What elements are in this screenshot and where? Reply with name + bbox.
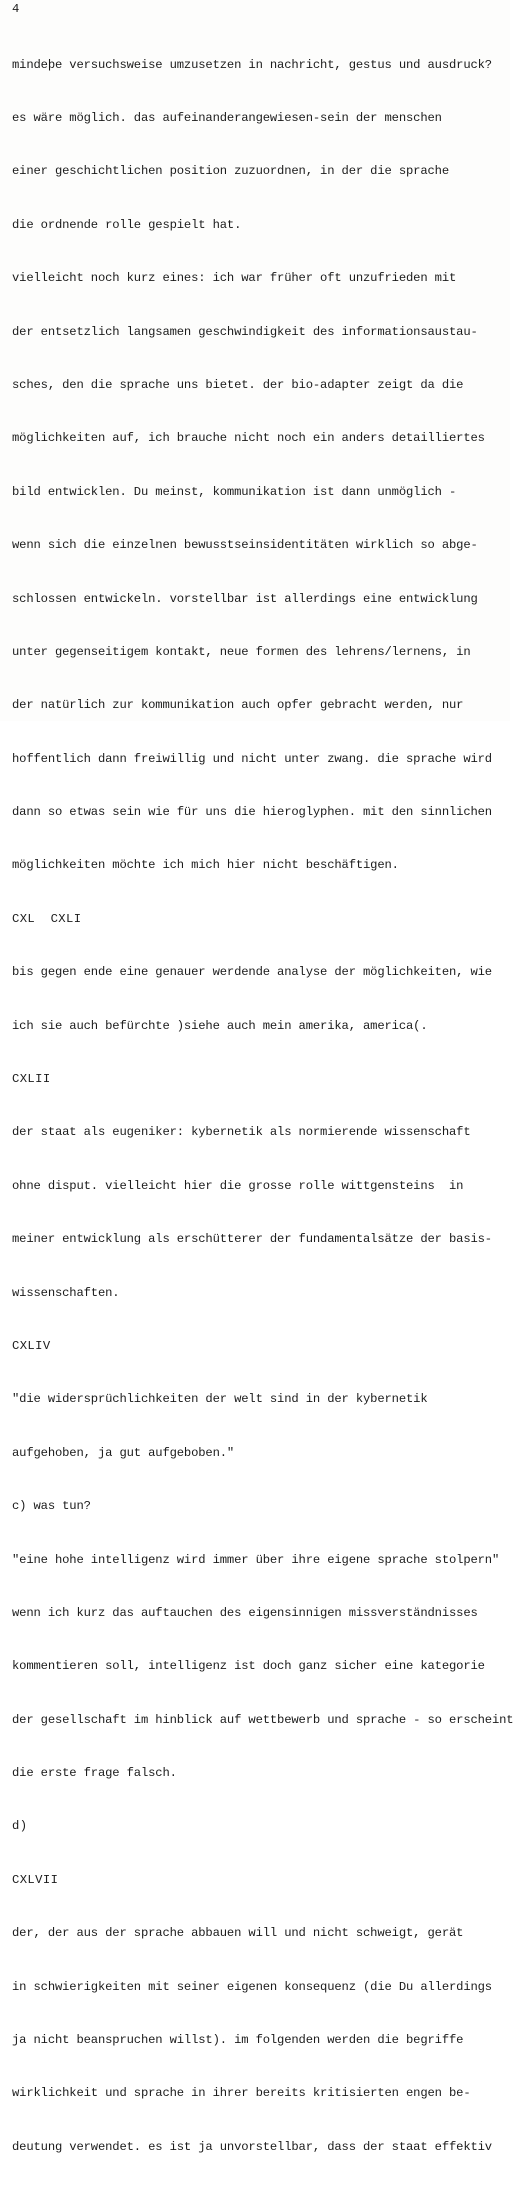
section-heading-cxl-cxli: CXL CXLI [12,911,82,926]
text-line-19: ich sie auch befürchte )siehe auch mein amerika, america(. [12,1018,428,1033]
text-line-4: die ordnende rolle gespielt hat. [12,217,242,232]
text-line-33: die erste frage falsch. [12,1766,177,1781]
text-line-2: es wäre möglich. das aufeinanderangewiesen-sein der menschen [12,110,442,125]
text-line-9: bild entwicklen. Du meinst, kommunikation ist dann unmöglich - [12,484,457,499]
text-line-29: "eine hohe intelligenz wird immer über ihre eigene sprache stolpern" [12,1552,500,1567]
text-line-37: in schwierigkeiten mit seiner eigenen konsequenz (die Du allerdings [12,1979,492,1994]
text-line-18: bis gegen ende eine genauer werdende analyse der möglichkeiten, wie [12,965,492,980]
text-line-7: sches, den die sprache uns bietet. der bio-adapter zeigt da die [12,377,464,392]
text-line-5: vielleicht noch kurz eines: ich war früher oft unzufrieden mit [12,271,457,286]
text-line-31: kommentieren soll, intelligenz ist doch ganz sicher eine kategorie [12,1659,485,1674]
text-line-11: schlossen entwickeln. vorstellbar ist allerdings eine entwicklung [12,591,478,606]
text-line-3: einer geschichtlichen position zuzuordnen, in der die sprache [12,164,449,179]
text-line-13: der natürlich zur kommunikation auch opfer gebracht werden, nur [12,698,464,713]
section-heading-cxliv: CXLIV [12,1338,51,1353]
text-line-12: unter gegenseitigem kontakt, neue formen des lehrens/lernens, in [12,644,471,659]
text-line-32: der gesellschaft im hinblick auf wettbewerb und sprache - so erscheint [12,1712,513,1727]
text-line-40: deutung verwendet. es ist ja unvorstellbar, dass der staat effektiv [12,2139,492,2154]
text-line-6: der entsetzlich langsamen geschwindigkeit des informationsaustau- [12,324,478,339]
section-heading-cxlii: CXLII [12,1072,51,1087]
text-line-39: wirklichkeit und sprache in ihrer bereits kritisierten engen be- [12,2086,471,2101]
text-line-23: meiner entwicklung als erschütterer der fundamentalsätze der basis- [12,1232,492,1247]
text-line-16: möglichkeiten möchte ich mich hier nicht beschäftigen. [12,858,399,873]
page-body-text [12,21,513,2192]
text-line-15: dann so etwas sein wie für uns die hieroglyphen. mit den sinnlichen [12,805,492,820]
page-number: 4 [12,2,20,16]
text-line-30: wenn ich kurz das auftauchen des eigensinnigen missverständnisses [12,1605,478,1620]
text-line-36: der, der aus der sprache abbauen will und nicht schweigt, gerät [12,1926,464,1941]
text-line-21: der staat als eugeniker: kybernetik als normierende wissenschaft [12,1125,471,1140]
text-line-27: aufgehoben, ja gut aufgeboben." [12,1445,235,1460]
section-heading-d: d) [12,1819,28,1834]
text-line-14: hoffentlich dann freiwillig und nicht unter zwang. die sprache wird [12,751,492,766]
text-line-10: wenn sich die einzelnen bewusstseinsidentitäten wirklich so abge- [12,538,478,553]
text-line-26: "die widersprüchlichkeiten der welt sind in der kybernetik [12,1392,428,1407]
text-line-22: ohne disput. vielleicht hier die grosse rolle wittgensteins in [12,1178,464,1193]
text-line-38: ja nicht beanspruchen willst). im folgenden werden die begriffe [12,2033,464,2048]
text-line-1: mindeþe versuchsweise umzusetzen in nachricht, gestus und ausdruck? [12,57,492,72]
section-heading-cxlvii: CXLVII [12,1872,59,1887]
text-line-28: c) was tun? [12,1499,91,1514]
text-line-24: wissenschaften. [12,1285,120,1300]
text-line-8: möglichkeiten auf, ich brauche nicht noch ein anders detailliertes [12,431,485,446]
